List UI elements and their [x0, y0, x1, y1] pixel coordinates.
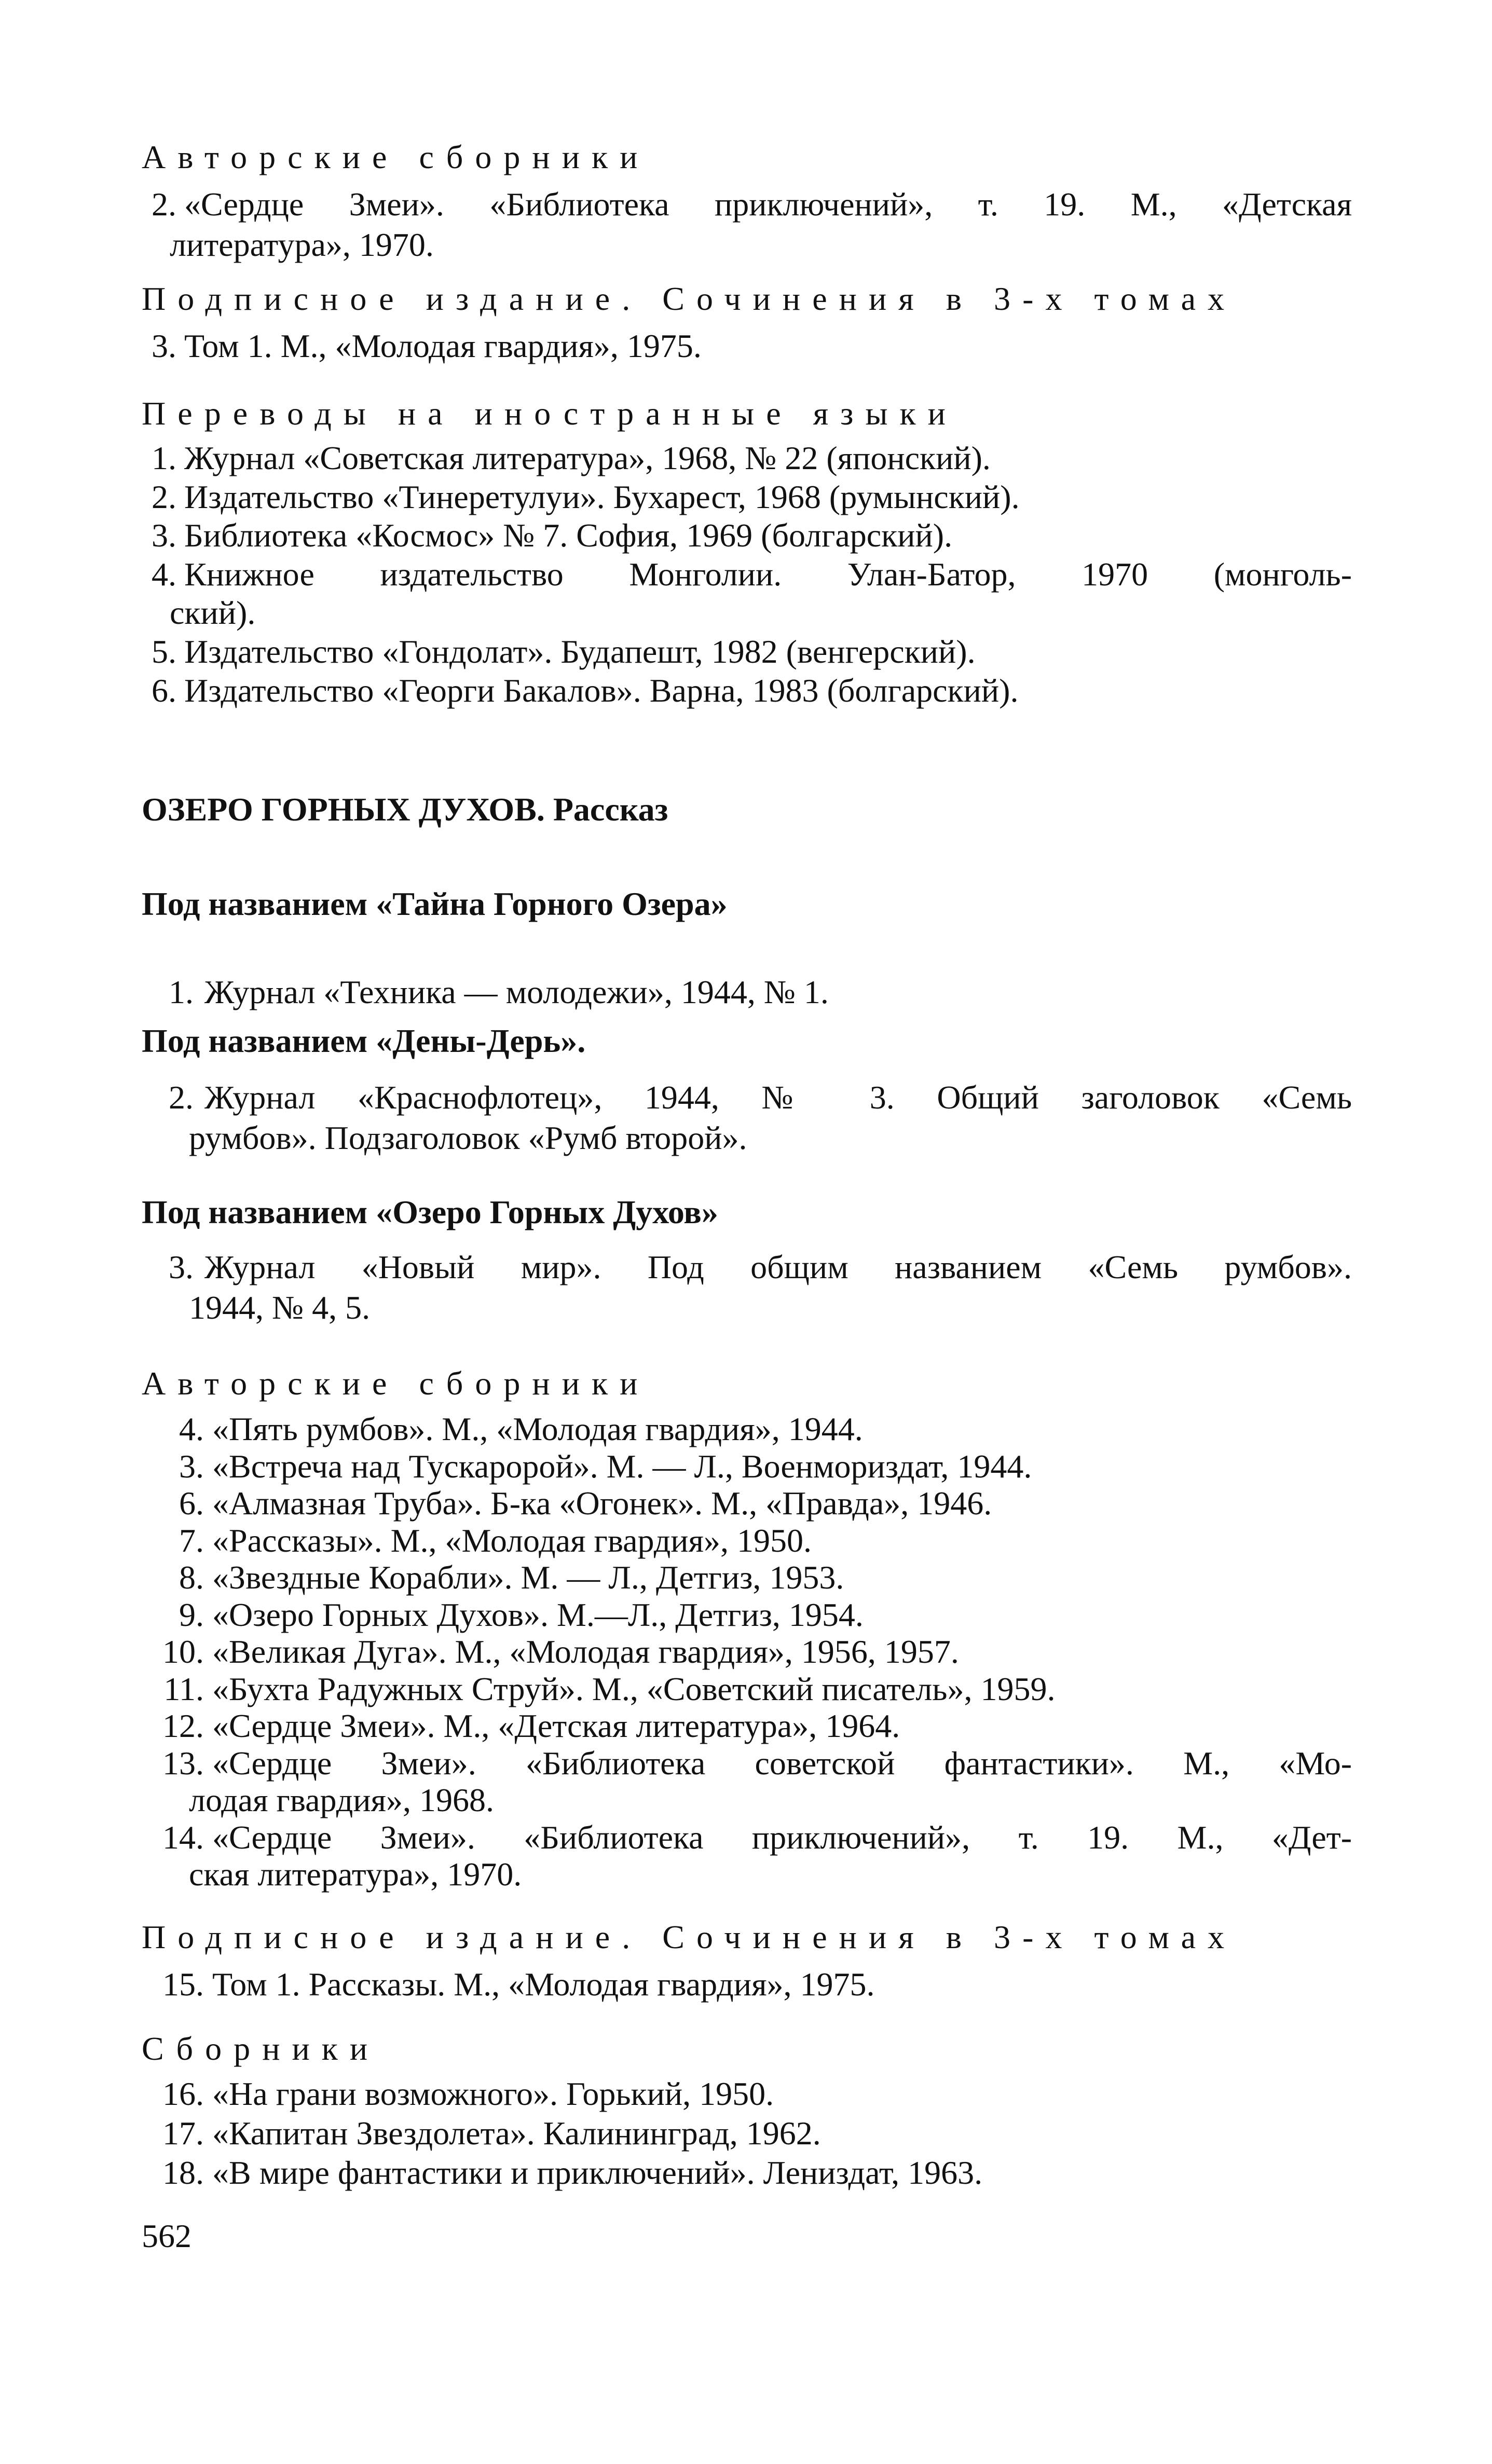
item-number: 15.: [162, 1966, 204, 2003]
item-text-line: ская литература», 1970.: [189, 1856, 522, 1893]
item-text-line: Издательство «Георги Бакалов». Варна, 1983 (болгарский).: [184, 672, 1019, 709]
item-text-line: «На грани возможного». Горький, 1950.: [212, 2075, 774, 2112]
list-item: [142, 1707, 1352, 1745]
item-text-line: «В мире фантастики и приключений». Лениздат, 1963.: [212, 2154, 983, 2191]
item-number: 6.: [179, 1485, 204, 1522]
item-number: 8.: [179, 1559, 204, 1596]
bibliography-list: [142, 2074, 1352, 2193]
item-number: 9.: [179, 1596, 204, 1633]
item-number: 16.: [162, 2075, 204, 2112]
list-item: [142, 2153, 1352, 2193]
item-number: 13.: [162, 1744, 204, 1782]
list-item: [142, 2114, 1352, 2153]
list-item: [142, 326, 1352, 366]
list-item: [142, 1411, 1352, 1448]
list-item: [142, 672, 1352, 710]
list-item: [142, 516, 1352, 555]
item-number: 2.: [169, 1079, 194, 1116]
item-text-line: 1944, № 4, 5.: [189, 1289, 371, 1326]
subheading: Под названием «Дены-Дерь».: [142, 1022, 586, 1059]
item-text-line: «Сердце Змеи». «Библиотека советской фантастики». М., «Мо-: [212, 1744, 1352, 1782]
item-number: 4.: [179, 1411, 204, 1447]
item-text-line: Издательство «Гондолат». Будапешт, 1982 (венгерский).: [184, 633, 976, 670]
item-number: 2.: [152, 478, 176, 515]
list-item: [142, 2074, 1352, 2114]
item-text-line: Издательство «Тинеретулуи». Бухарест, 1968 (румынский).: [184, 478, 1020, 515]
bibliography-list: [142, 972, 1352, 1012]
item-text-line: Библиотека «Космос» № 7. София, 1969 (болгарский).: [184, 517, 953, 554]
bibliography-list: [142, 1077, 1352, 1158]
item-number: 3.: [152, 517, 176, 554]
item-text-line: «Сердце Змеи». «Библиотека приключений», т. 19. М., «Детская: [184, 186, 1352, 223]
item-number: 14.: [162, 1818, 204, 1856]
item-number: 17.: [162, 2115, 204, 2152]
bibliography-list: [142, 1247, 1352, 1328]
item-number: 1.: [152, 440, 176, 476]
item-text-line: румбов». Подзаголовок «Румб второй».: [189, 1119, 747, 1156]
item-text-line: «Озеро Горных Духов». М.—Л., Детгиз, 1954.: [212, 1596, 864, 1633]
bibliography-list: [142, 1411, 1352, 1893]
item-number: 3.: [152, 327, 176, 364]
item-text-line: лодая гвардия», 1968.: [189, 1782, 494, 1818]
list-item: [142, 1485, 1352, 1522]
item-text-line: «Алмазная Труба». Б-ка «Огонек». М., «Правда», 1946.: [212, 1485, 992, 1522]
list-item: [142, 1559, 1352, 1596]
item-number: 12.: [162, 1707, 204, 1744]
section-heading: Переводы на иностранные языки: [142, 395, 957, 432]
item-text-line: Журнал «Техника — молодежи», 1944, № 1.: [204, 974, 829, 1010]
section-heading: Авторские сборники: [142, 139, 650, 175]
item-number: 3.: [179, 1447, 204, 1485]
item-text-line: «Великая Дуга». М., «Молодая гвардия», 1956, 1957.: [212, 1633, 959, 1670]
item-text-line: «Рассказы». М., «Молодая гвардия», 1950.: [212, 1522, 812, 1559]
item-number: 3.: [169, 1249, 194, 1285]
list-item: [142, 478, 1352, 517]
item-text-line: «Пять румбов». М., «Молодая гвардия», 1944.: [212, 1411, 863, 1447]
item-text-line: Том 1. Рассказы. М., «Молодая гвардия», 1975.: [212, 1966, 875, 2003]
list-item: [142, 1964, 1352, 2005]
work-title: ОЗЕРО ГОРНЫХ ДУХОВ. Рассказ: [142, 791, 668, 828]
item-text-line: «Сердце Змеи». «Библиотека приключений», т. 19. М., «Дет-: [212, 1818, 1352, 1856]
list-item: [142, 555, 1352, 633]
item-text-line: Журнал «Краснофлотец», 1944, № 3. Общий заголовок «Семь: [204, 1079, 1352, 1116]
section-heading: Сборники: [142, 2030, 380, 2067]
item-text-line: «Бухта Радужных Струй». М., «Советский писатель», 1959.: [212, 1670, 1056, 1707]
item-number: 11.: [163, 1670, 204, 1707]
item-text-line: литература», 1970.: [170, 226, 434, 263]
item-number: 5.: [152, 633, 176, 670]
item-text-line: «Звездные Корабли». М. — Л., Детгиз, 1953.: [212, 1559, 844, 1596]
item-text-line: «Капитан Звездолета». Калининград, 1962.: [212, 2115, 821, 2152]
bibliography-list: [142, 439, 1352, 710]
item-number: 4.: [152, 555, 176, 593]
list-item: [142, 1745, 1352, 1819]
subheading: Под названием «Озеро Горных Духов»: [142, 1194, 718, 1230]
bibliography-list: [142, 1964, 1352, 2005]
page-number: 562: [142, 2217, 191, 2254]
bibliography-list: [142, 184, 1352, 265]
list-item: [142, 972, 1352, 1012]
section-heading: Авторские сборники: [142, 1365, 650, 1402]
item-number: 18.: [162, 2154, 204, 2191]
item-text-line: Том 1. М., «Молодая гвардия», 1975.: [184, 327, 702, 364]
list-item: [142, 1522, 1352, 1559]
section-heading: Подписное издание. Сочинения в 3-х томах: [142, 1919, 1237, 1955]
list-item: [142, 1596, 1352, 1634]
list-item: [142, 184, 1352, 265]
item-number: 6.: [152, 672, 176, 709]
item-text-line: Журнал «Советская литература», 1968, № 22 (японский).: [184, 440, 991, 476]
item-number: 10.: [162, 1633, 204, 1670]
item-number: 7.: [179, 1522, 204, 1559]
item-text-line: «Встреча над Тускаророй». М. — Л., Военмориздат, 1944.: [212, 1447, 1032, 1485]
subheading: Под названием «Тайна Горного Озера»: [142, 885, 728, 922]
list-item: [142, 1819, 1352, 1893]
item-number: 1.: [169, 974, 194, 1010]
list-item: [142, 1671, 1352, 1708]
list-item: [142, 1077, 1352, 1158]
bibliography-list: [142, 326, 1352, 366]
list-item: [142, 1247, 1352, 1328]
section-heading: Подписное издание. Сочинения в 3-х томах: [142, 280, 1237, 317]
item-text-line: Книжное издательство Монголии. Улан-Батор, 1970 (монголь-: [184, 555, 1352, 593]
item-text-line: «Сердце Змеи». М., «Детская литература», 1964.: [212, 1707, 900, 1744]
item-text-line: Журнал «Новый мир». Под общим названием «Семь румбов».: [204, 1249, 1352, 1285]
list-item: [142, 1633, 1352, 1671]
list-item: [142, 439, 1352, 478]
item-text-line: ский).: [170, 594, 256, 632]
item-number: 2.: [152, 186, 176, 223]
list-item: [142, 633, 1352, 672]
list-item: [142, 1448, 1352, 1485]
